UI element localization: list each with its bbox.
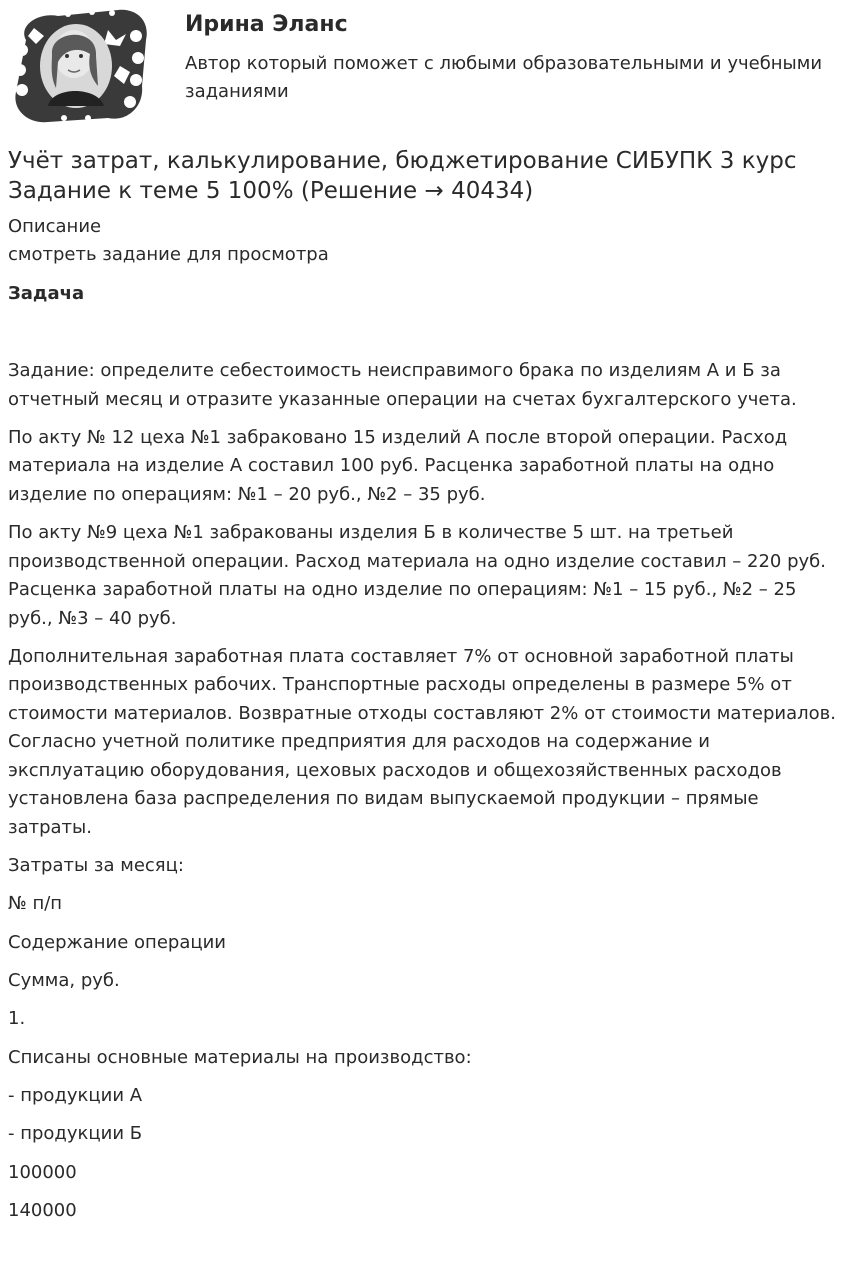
table-cell-amount: 100000: [8, 1161, 77, 1183]
task-paragraph: Задание: определите себестоимость неисправимого брака по изделиям А и Б за отчетный месяц и отразите указанные операции на счетах бухгалтерского учета.: [8, 360, 797, 410]
task-paragraph: Дополнительная заработная плата составляет 7% от основной заработной платы производственных рабочих. Транспортные расходы определены в размере 5% от стоимости материалов. Возвратные отходы составляют 2% от стоимости материалов. Согласно учетной политике предприятия для расходов на содержание и эксплуатацию оборудования, цеховых расходов и общехозяйственных расходов установлена база распределения по видам выпускаемой продукции – прямые затраты.: [8, 645, 836, 838]
task-paragraph: По акту №9 цеха №1 забракованы изделия Б в количестве 5 шт. на третьей производственной операции. Расход материала на одно изделие составил – 220 руб. Расценка заработной платы на одно изделие по операциям: №1 – 15 руб., №2 – 25 руб., №3 – 40 руб.: [8, 522, 826, 629]
table-header-amount: Сумма, руб.: [8, 970, 120, 992]
table-cell-amount: 140000: [8, 1199, 77, 1221]
table-header-operation: Содержание операции: [8, 931, 226, 953]
table-header-number: № п/п: [8, 893, 63, 915]
author-avatar[interactable]: [8, 6, 150, 126]
title-line-2: Задание к теме 5 100% (Решение → 40434): [8, 178, 534, 204]
table-cell-operation: Списаны основные материалы на производство:: [8, 1046, 472, 1068]
task-heading: Задача: [8, 283, 85, 304]
description-label: Описание: [8, 216, 102, 237]
table-cell-number: 1.: [8, 1008, 26, 1030]
author-header: [0, 0, 847, 130]
author-name[interactable]: Ирина Эланс: [185, 12, 348, 37]
table-cell-operation: - продукции Б: [8, 1123, 143, 1145]
title-line-1: Учёт затрат, калькулирование, бюджетирование СИБУПК 3 курс: [8, 148, 797, 174]
table-cell-operation: - продукции А: [8, 1084, 143, 1106]
preview-link[interactable]: смотреть задание для просмотра: [8, 244, 329, 265]
work-content: [8, 146, 840, 1235]
costs-heading: Затраты за месяц:: [8, 855, 184, 877]
page-title: [8, 146, 840, 206]
task-paragraph: По акту № 12 цеха №1 забраковано 15 изделий А после второй операции. Расход материала на изделие А составил 100 руб. Расценка заработной платы на одно изделие по операциям: №1 – 20 руб., №2 – 35 руб.: [8, 426, 788, 505]
author-description: Автор который поможет с любыми образовательными и учебными заданиями: [185, 53, 823, 102]
spacer: [8, 308, 840, 357]
person-photo-icon: [40, 24, 112, 108]
